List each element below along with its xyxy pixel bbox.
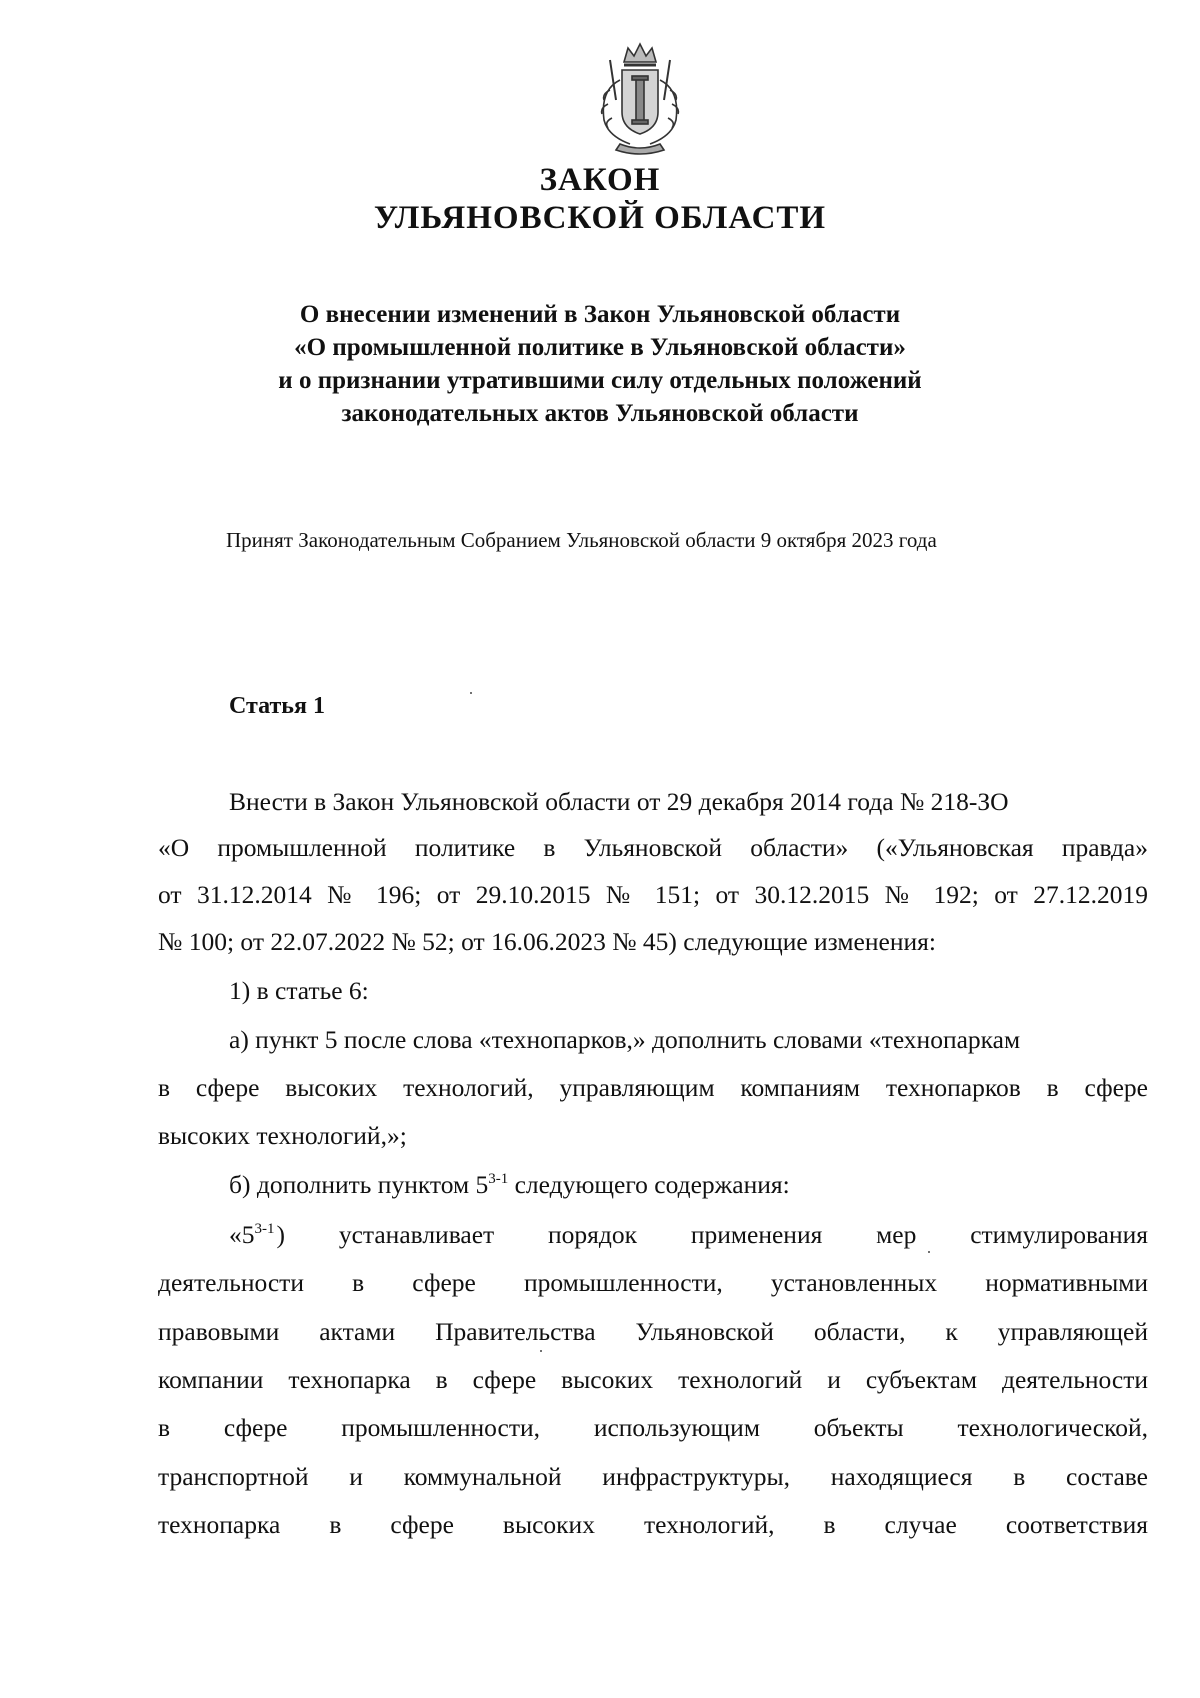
superscript: 3-1 bbox=[488, 1171, 509, 1187]
body-line: в сфере промышленности, использующим объекты технологической, bbox=[158, 1413, 1148, 1442]
article-heading: Статья 1 bbox=[229, 693, 325, 719]
law-title: ЗАКОН bbox=[539, 162, 661, 198]
body-line: технопарка в сфере высоких технологий, в случае соответствия bbox=[158, 1510, 1148, 1539]
body-line: 1) в статье 6: bbox=[229, 976, 369, 1005]
body-line: деятельности в сфере промышленности, установленных нормативными bbox=[158, 1268, 1148, 1297]
subtitle-line: «О промышленной политике в Ульяновской области» bbox=[294, 334, 906, 361]
body-text-part: б) дополнить пунктом 5 bbox=[229, 1170, 489, 1199]
body-line: № 100; от 22.07.2022 № 52; от 16.06.2023 № 45) следующие изменения: bbox=[158, 927, 936, 956]
subtitle-line: законодательных актов Ульяновской области bbox=[341, 400, 859, 427]
body-text-part bbox=[229, 1220, 275, 1250]
adoption-note: Принят Законодательным Собранием Ульяновской области 9 октября 2023 года bbox=[226, 528, 937, 552]
body-line bbox=[229, 1220, 1148, 1250]
subtitle-line: и о признании утратившими силу отдельных положений bbox=[278, 367, 922, 394]
body-line: от 31.12.2014 № 196; от 29.10.2015 № 151; от 30.12.2015 № 192; от 27.12.2019 bbox=[158, 880, 1148, 909]
scan-speck bbox=[470, 692, 472, 694]
body-line: в сфере высоких технологий, управляющим компаниям технопарков в сфере bbox=[158, 1073, 1148, 1102]
body-text-part: ) устанавливает порядок применения мер стимулирования bbox=[276, 1220, 1148, 1249]
body-line: компании технопарка в сфере высоких технологий и субъектам деятельности bbox=[158, 1365, 1148, 1394]
law-region: УЛЬЯНОВСКОЙ ОБЛАСТИ bbox=[373, 200, 827, 236]
body-line: «О промышленной политике в Ульяновской области» («Ульяновская правда» bbox=[158, 833, 1148, 862]
scan-speck bbox=[540, 1350, 542, 1352]
body-line: Внести в Закон Ульяновской области от 29 декабря 2014 года № 218-ЗО bbox=[229, 787, 1009, 816]
body-line: транспортной и коммунальной инфраструктуры, находящиеся в составе bbox=[158, 1462, 1148, 1491]
body-line: а) пункт 5 после слова «технопарков,» дополнить словами «технопаркам bbox=[229, 1025, 1021, 1054]
body-line: правовыми актами Правительства Ульяновской области, к управляющей bbox=[158, 1317, 1148, 1346]
law-subtitle bbox=[0, 298, 1200, 430]
body-line: высоких технологий,»; bbox=[158, 1121, 407, 1150]
scan-speck bbox=[928, 1251, 930, 1253]
body-line bbox=[229, 1170, 790, 1200]
body-text-part: следующего содержания: bbox=[508, 1170, 790, 1199]
coat-of-arms-icon bbox=[580, 40, 700, 160]
subtitle-line: О внесении изменений в Закон Ульяновской области bbox=[299, 301, 901, 328]
superscript: 3-1 bbox=[254, 1221, 275, 1237]
body-text-part: «5 bbox=[229, 1220, 255, 1249]
